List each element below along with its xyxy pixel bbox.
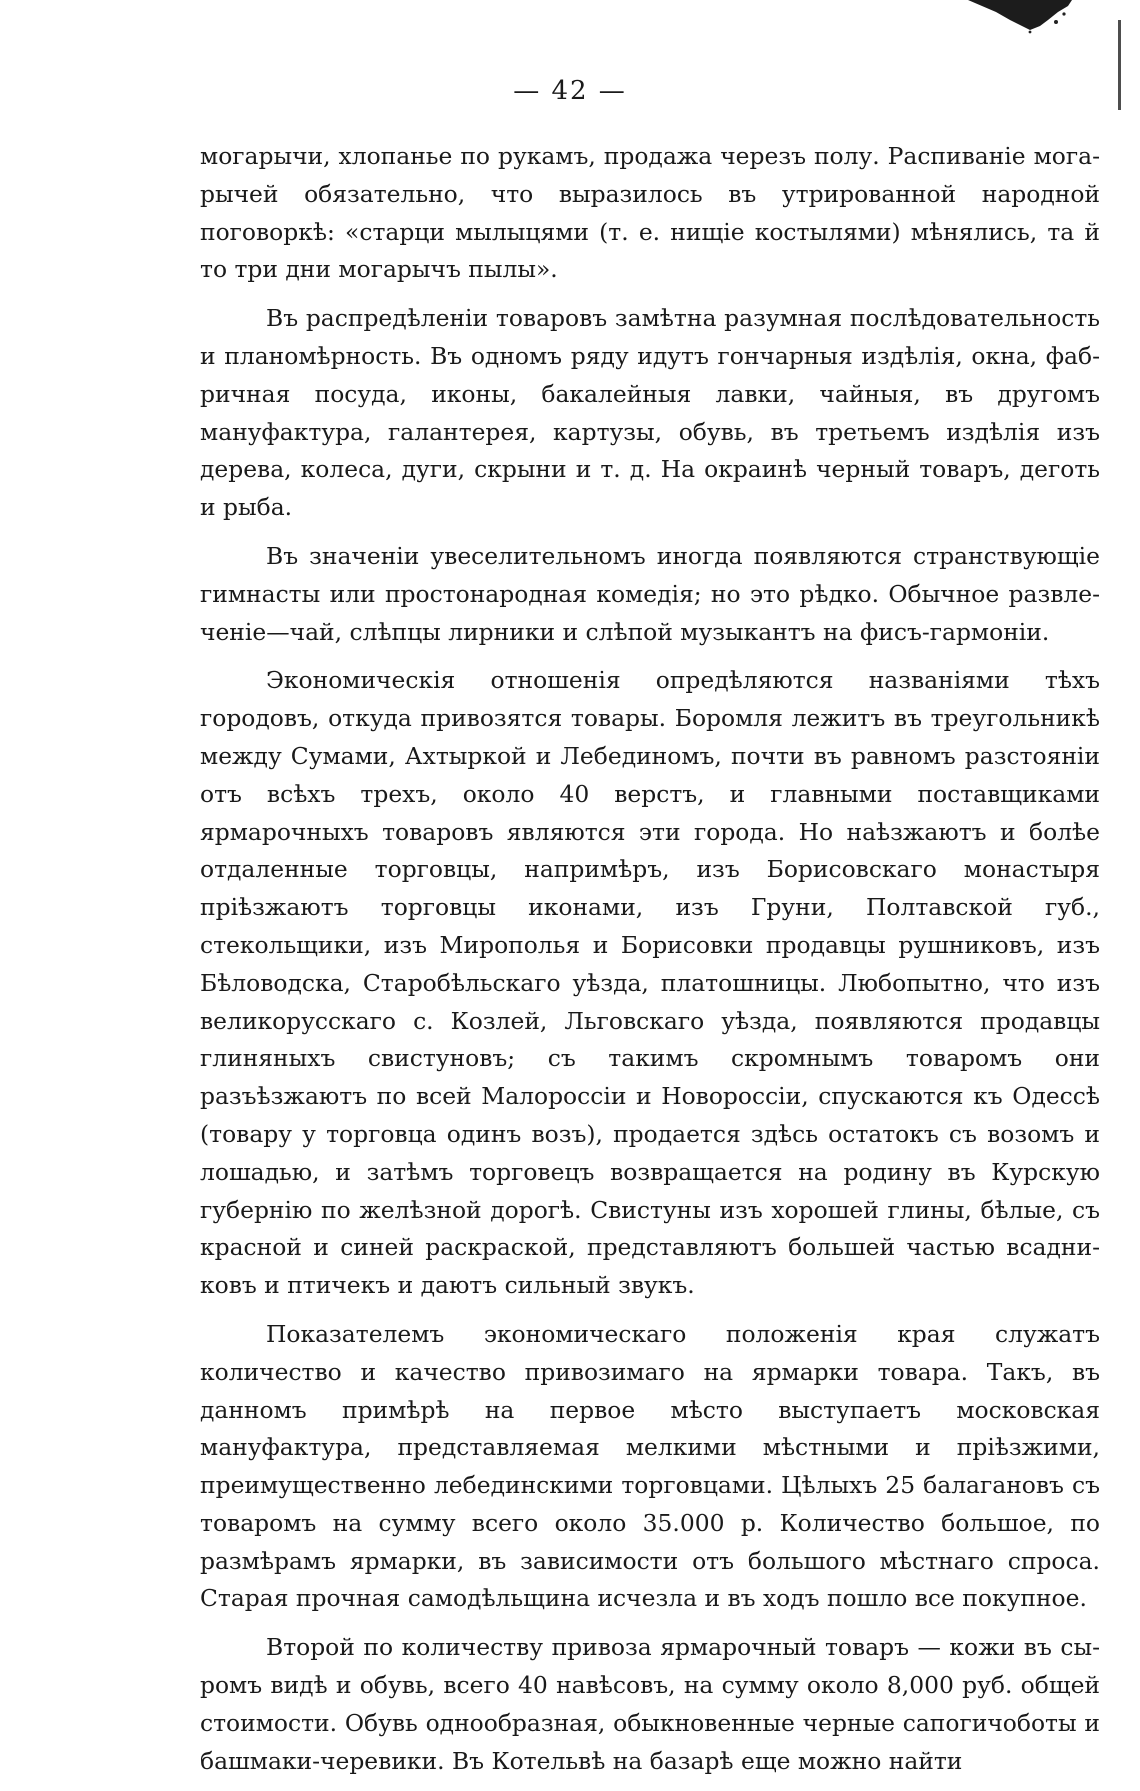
text-line: и качество привозимаго на ярмарки товара. Такъ, въ данномъ примѣрѣ [200, 1357, 1101, 1424]
body-text [200, 138, 1100, 1791]
text-line: могарычъ пылы». [338, 255, 558, 284]
text-line: могарычи, хлопанье по рукамъ, продажа черезъ полу. Распиваніе мога [200, 142, 1100, 170]
text-line: напримѣръ, изъ Борисовскаго монастыря пріѣзжаютъ торговцы иконами, [200, 855, 1100, 922]
text-line: «старци мылыцями (т. е. нищіе костылями) мѣнялись, та й то три дни [200, 217, 1100, 284]
text-line: мами, Ахтыркой и Лебединомъ, почти въ равномъ разстояніи отъ всѣхъ [200, 741, 1100, 808]
text-line: Количество большое, по размѣрамъ ярмарки, въ зависимости отъ боль [200, 1508, 1100, 1575]
text-line: изъ Груни, Полтавской губ., стекольщики, изъ Мирополья и Борисовки [200, 893, 1100, 959]
text-line: дуги, скрыни и т. д. На окраинѣ черный товаръ, деготь и рыба. [200, 455, 1100, 522]
text-line: Второй по количеству привоза ярмарочный товаръ — кожи въ сы [266, 1633, 1100, 1662]
text-line: Въ значеніи увеселительномъ иногда появляются странствующіе [266, 541, 1100, 570]
text-line: шого мѣстнаго спроса. Старая прочная самодѣльщина исчезла и въ ходъ [200, 1546, 1100, 1613]
text-line: они разъѣзжаютъ по всей Малороссіи и Новороссіи, спускаются къ [200, 1044, 1100, 1111]
paragraph-1 [200, 138, 1100, 289]
text-line: пошло все покупное. [826, 1584, 1087, 1613]
text-line: цами. Цѣлыхъ 25 балагановъ съ товаромъ на сумму всего около 35.000 р. [200, 1471, 1101, 1537]
text-line: ляются продавцы глиняныхъ свистуновъ; съ такимъ скромнымъ товаромъ [200, 1006, 1100, 1073]
paragraph-6 [200, 1629, 1100, 1780]
text-line: ковъ и птичекъ и даютъ сильный звукъ. [200, 1271, 695, 1300]
text-line: Въ распредѣленіи товаровъ замѣтна разумная послѣдовательность и [200, 304, 1100, 370]
text-line: откуда привозятся товары. Боромля лежитъ въ треугольникѣ между Су [200, 704, 1100, 770]
text-line: общей стоимости. Обувь однообразная, обыкновенные черные сапоги [200, 1671, 1100, 1737]
paragraph-3 [200, 538, 1100, 651]
text-line: ричная посуда, иконы, бакалейныя лавки, чайныя, въ другомъ мануфак [200, 379, 1100, 446]
text-line: планомѣрность. Въ одномъ ряду идутъ гончарныя издѣлія, окна, фаб [224, 341, 1100, 370]
text-line: возомъ и лошадью, и затѣмъ торговецъ возвращается на родину въ Кур [200, 1119, 1101, 1186]
text-line: продавцы рушниковъ, изъ Бѣловодска, Старобѣльскаго уѣзда, платошницы. [200, 930, 1100, 997]
text-line: мелкими мѣстными и пріѣзжими, преимущественно лебединскими торгов [200, 1433, 1100, 1500]
text-line: Любопытно, что изъ великорусскаго с. Козлей, Льговскаго уѣзда, появ [200, 968, 1100, 1035]
text-line: трехъ, около 40 верстъ, и главными поставщиками ярмарочныхъ това [200, 779, 1100, 846]
text-line: рычей обязательно, что выразилось въ утрированной народной поговоркѣ: [200, 179, 1100, 246]
text-line: скую губернію по желѣзной дорогѣ. Свистуны изъ хорошей глины, бѣлые, [200, 1157, 1100, 1224]
text-line: гимнасты или простонародная комедія; но это рѣдко. Обычное развле [200, 579, 1100, 608]
text-line: Экономическія отношенія опредѣляются названіями тѣхъ городовъ, [200, 666, 1100, 733]
text-line: ромъ видѣ и обувь, всего 40 навѣсовъ, на сумму около 8,000 руб. [200, 1671, 1021, 1700]
paragraph-5 [200, 1316, 1100, 1618]
text-line: Одессѣ (товару у торговца одинъ возъ), продается здѣсь остатокъ съ [200, 1082, 1100, 1148]
paragraph-4 [200, 662, 1100, 1305]
text-line: тура, галантерея, картузы, обувь, въ третьемъ издѣлія изъ дерева, колеса, [200, 417, 1100, 484]
text-line: Показателемъ экономическаго положенія края служатъ количество [200, 1319, 1100, 1386]
text-line: чоботы и башмаки-черевики. Въ Котельвѣ на базарѣ еще можно найти [200, 1708, 1101, 1775]
paragraph-2 [200, 300, 1100, 527]
text-line: ченіе—чай, слѣпцы лирники и слѣпой музыкантъ на фисъ-гармоніи. [200, 617, 1050, 646]
ink-blot-artifact [960, 0, 1080, 34]
text-line: ровъ являются эти города. Но наѣзжаютъ и болѣе отдаленные торговцы, [200, 817, 1100, 884]
text-line: съ красной и синей раскраской, представляютъ большей частью всадни [200, 1195, 1100, 1262]
text-line: на первое мѣсто выступаетъ московская мануфактура, представляемая [200, 1395, 1100, 1462]
page-number: — 42 — [513, 76, 627, 106]
